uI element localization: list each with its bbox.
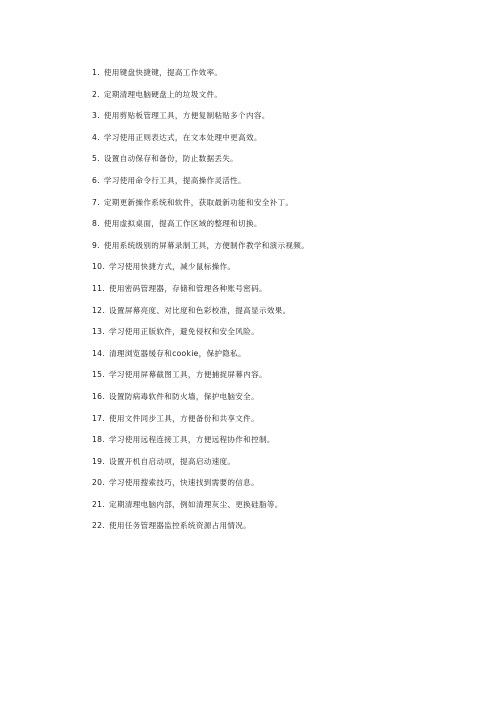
list-item [92,174,309,196]
item-text: 学习使用搜索技巧，快速找到需要的信息。 [108,478,259,488]
list-item [92,519,309,541]
list-item [92,131,309,153]
item-text: 设置屏幕亮度、对比度和色彩校准，提高显示效果。 [108,305,291,315]
list-item [92,412,309,434]
list-item [92,66,309,88]
item-text: 使用任务管理器监控系统资源占用情况。 [108,521,252,531]
item-text: 使用剪贴板管理工具，方便复制粘贴多个内容。 [103,111,270,121]
item-text: 定期清理电脑硬盘上的垃圾文件。 [103,89,223,99]
item-text: 学习使用屏幕截图工具，方便捕捉屏幕内容。 [108,370,267,380]
item-text: 设置防病毒软件和防火墙，保护电脑安全。 [108,391,259,401]
list-item [92,476,309,498]
list-item [92,390,309,412]
item-number: 7. [92,197,100,207]
item-number: 15. [92,370,105,380]
list-item [92,88,309,110]
item-text: 使用系统级别的屏幕录制工具，方便制作教学和演示视频。 [103,240,310,250]
item-number: 1. [92,68,100,77]
list-item [92,196,309,218]
item-number: 17. [92,413,105,423]
item-number: 19. [92,456,105,466]
list-item [92,368,309,390]
list-item [92,282,309,304]
item-number: 13. [92,327,105,337]
item-number: 10. [92,262,105,272]
item-text: 设置自动保存和备份，防止数据丢失。 [103,154,239,164]
item-number: 12. [92,305,105,315]
item-number: 21. [92,499,105,509]
item-number: 14. [92,348,105,358]
item-number: 16. [92,391,105,401]
item-text: 学习使用快捷方式，减少鼠标操作。 [108,262,236,272]
item-text: 定期清理电脑内部，例如清理灰尘、更换硅脂等。 [108,499,283,509]
list-item [92,455,309,477]
item-number: 3. [92,111,100,121]
list-item [92,260,309,282]
item-text: 使用虚拟桌面，提高工作区域的整理和切换。 [103,219,262,229]
item-number: 18. [92,435,105,445]
list-item [92,239,309,261]
list-item [92,217,309,239]
list-item [92,433,309,455]
item-number: 5. [92,154,100,164]
item-text: 设置开机自启动项，提高启动速度。 [108,456,236,466]
item-number: 6. [92,175,100,185]
item-text: 清理浏览器缓存和cookie，保护隐私。 [108,348,246,358]
item-text: 学习使用命令行工具，提高操作灵活性。 [103,175,246,185]
item-number: 4. [92,132,100,142]
item-number: 8. [92,219,100,229]
item-number: 11. [92,283,105,293]
item-text: 学习使用正则表达式，在文本处理中更高效。 [103,132,262,142]
item-text: 使用键盘快捷键，提高工作效率。 [103,68,223,77]
item-number: 2. [92,89,100,99]
list-item [92,304,309,326]
list-item [92,498,309,520]
item-text: 定期更新操作系统和软件，获取最新功能和安全补丁。 [103,197,294,207]
list-item [92,109,309,131]
list-item [92,325,309,347]
item-text: 使用文件同步工具，方便备份和共享文件。 [108,413,259,423]
item-text: 学习使用正版软件，避免侵权和安全风险。 [108,327,259,337]
item-number: 22. [92,521,105,531]
list-item [92,152,309,174]
item-number: 20. [92,478,105,488]
item-number: 9. [92,240,100,250]
item-text: 学习使用远程连接工具，方便远程协作和控制。 [108,435,275,445]
list-item [92,347,309,369]
tip-list [92,66,309,541]
item-text: 使用密码管理器，存储和管理各种账号密码。 [108,283,267,293]
